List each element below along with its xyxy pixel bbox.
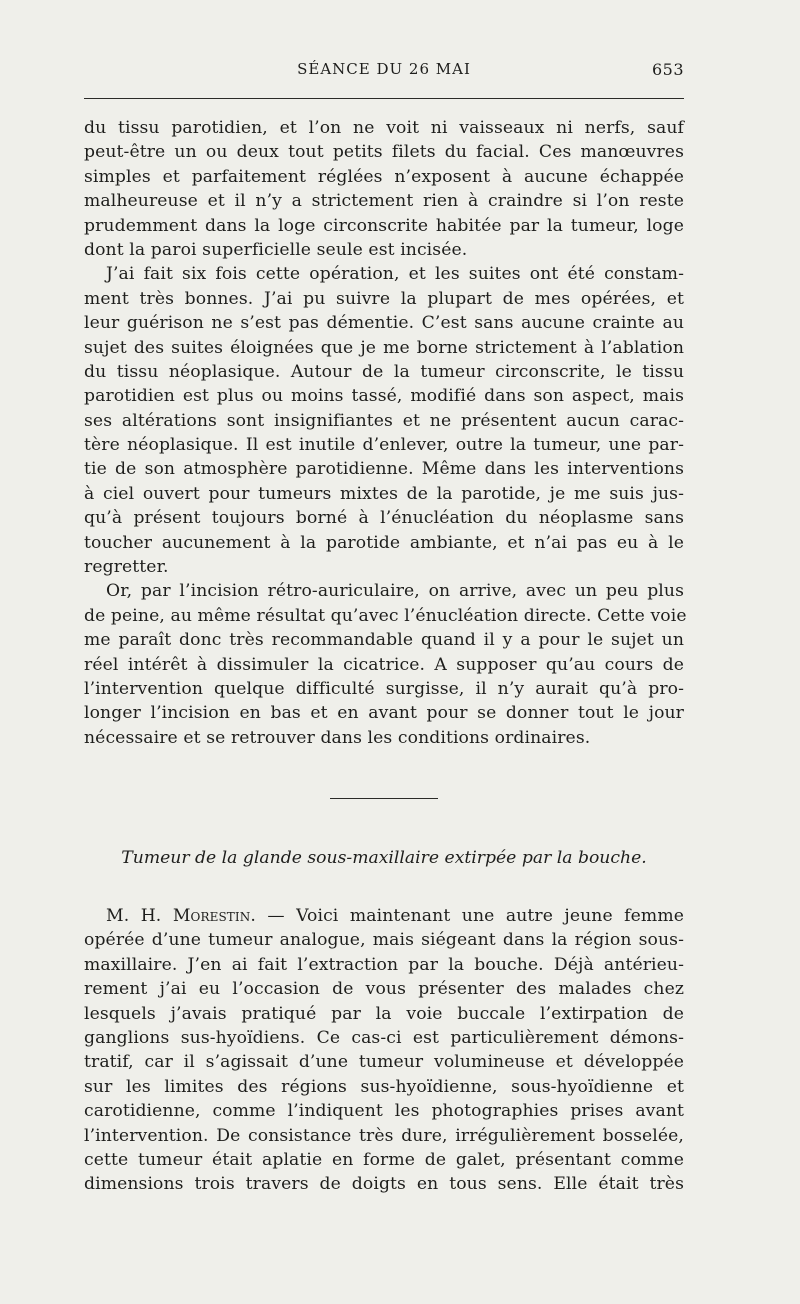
text-line: malheureuse et il n’y a strictement rien à craindre si l’on reste	[84, 191, 684, 212]
text-line: Or, par l’incision rétro-auriculaire, on arrive, avec un peu plus	[106, 581, 684, 602]
text-line: du tissu néoplasique. Autour de la tumeur circonscrite, le tissu	[84, 361, 684, 382]
running-title: SÉANCE DU 26 MAI	[297, 60, 471, 78]
text-block-submaxillary	[84, 904, 684, 1197]
text-line: dimensions trois travers de doigts en tous sens. Elle était très	[84, 1174, 684, 1195]
author-name: M. H. Morestin.	[106, 906, 256, 926]
text-line: prudemment dans la loge circonscrite habitée par la tumeur, loge	[84, 215, 684, 236]
text-block-parotid	[84, 116, 687, 750]
text-line: à ciel ouvert pour tumeurs mixtes de la parotide, je me suis jus-	[84, 483, 684, 504]
text-line: lesquels j’avais pratiqué par la voie buccale l’extirpation de	[84, 1003, 684, 1024]
text-line: simples et parfaitement réglées n’exposent à aucune échappée	[84, 166, 684, 187]
text-line: ment très bonnes. J’ai pu suivre la plupart de mes opérées, et	[84, 288, 684, 309]
section-divider	[330, 798, 438, 799]
text-line: regretter.	[84, 557, 169, 578]
text-line: J’ai fait six fois cette opération, et les suites ont été constam-	[106, 264, 684, 285]
text-line: sur les limites des régions sus-hyoïdienne, sous-hyoïdienne et	[84, 1076, 684, 1097]
text-line-rest: — Voici maintenant une autre jeune femme	[255, 906, 684, 926]
text-line: opérée d’une tumeur analogue, mais siégeant dans la région sous-	[84, 930, 684, 951]
text-line: dont la paroi superficielle seule est incisée.	[84, 239, 468, 260]
text-line: toucher aucunement à la parotide ambiante, et n’ai pas eu à le	[84, 532, 684, 553]
header-rule	[84, 98, 684, 99]
text-line-first	[84, 904, 684, 928]
text-line: nécessaire et se retrouver dans les conditions ordinaires.	[84, 727, 591, 748]
running-head	[84, 60, 684, 84]
text-line: de peine, au même résultat qu’avec l’énucléation directe. Cette voie	[84, 605, 687, 626]
text-line: me paraît donc très recommandable quand il y a pour le sujet un	[84, 630, 684, 651]
text-line: leur guérison ne s’est pas démentie. C’est sans aucune crainte au	[84, 313, 684, 334]
text-line: cette tumeur était aplatie en forme de galet, présentant comme	[84, 1149, 684, 1170]
text-line: rement j’ai eu l’occasion de vous présenter des malades chez	[84, 979, 684, 1000]
text-line: sujet des suites éloignées que je me borne strictement à l’ablation	[84, 337, 684, 358]
page-number: 653	[651, 60, 684, 79]
text-line: réel intérêt à dissimuler la cicatrice. A supposer qu’au cours de	[84, 654, 684, 675]
text-line: longer l’incision en bas et en avant pour se donner tout le jour	[84, 703, 684, 724]
text-line: carotidienne, comme l’indiquent les photographies prises avant	[84, 1101, 684, 1122]
text-line: qu’à présent toujours borné à l’énucléation du néoplasme sans	[84, 508, 684, 529]
text-line: ses altérations sont insignifiantes et ne présentent aucun carac-	[84, 410, 684, 431]
text-line: l’intervention. De consistance très dure, irrégulièrement bosselée,	[84, 1125, 684, 1146]
text-line: tie de son atmosphère parotidienne. Même dans les interventions	[84, 459, 684, 480]
section-title: Tumeur de la glande sous-maxillaire extirpée par la bouche.	[121, 848, 647, 868]
text-line: tratif, car il s’agissait d’une tumeur volumineuse et développée	[84, 1052, 684, 1073]
text-line: maxillaire. J’en ai fait l’extraction par la bouche. Déjà antérieu-	[84, 954, 684, 975]
text-line: tère néoplasique. Il est inutile d’enlever, outre la tumeur, une par-	[84, 435, 684, 456]
text-line: ganglions sus-hyoïdiens. Ce cas-ci est particulièrement démons-	[84, 1027, 684, 1048]
text-line: l’intervention quelque difficulté surgisse, il n’y aurait qu’à pro-	[84, 678, 684, 699]
text-line: peut-être un ou deux tout petits filets du facial. Ces manœuvres	[84, 142, 684, 163]
text-line: du tissu parotidien, et l’on ne voit ni vaisseaux ni nerfs, sauf	[84, 118, 684, 138]
text-line: parotidien est plus ou moins tassé, modifié dans son aspect, mais	[84, 386, 684, 407]
